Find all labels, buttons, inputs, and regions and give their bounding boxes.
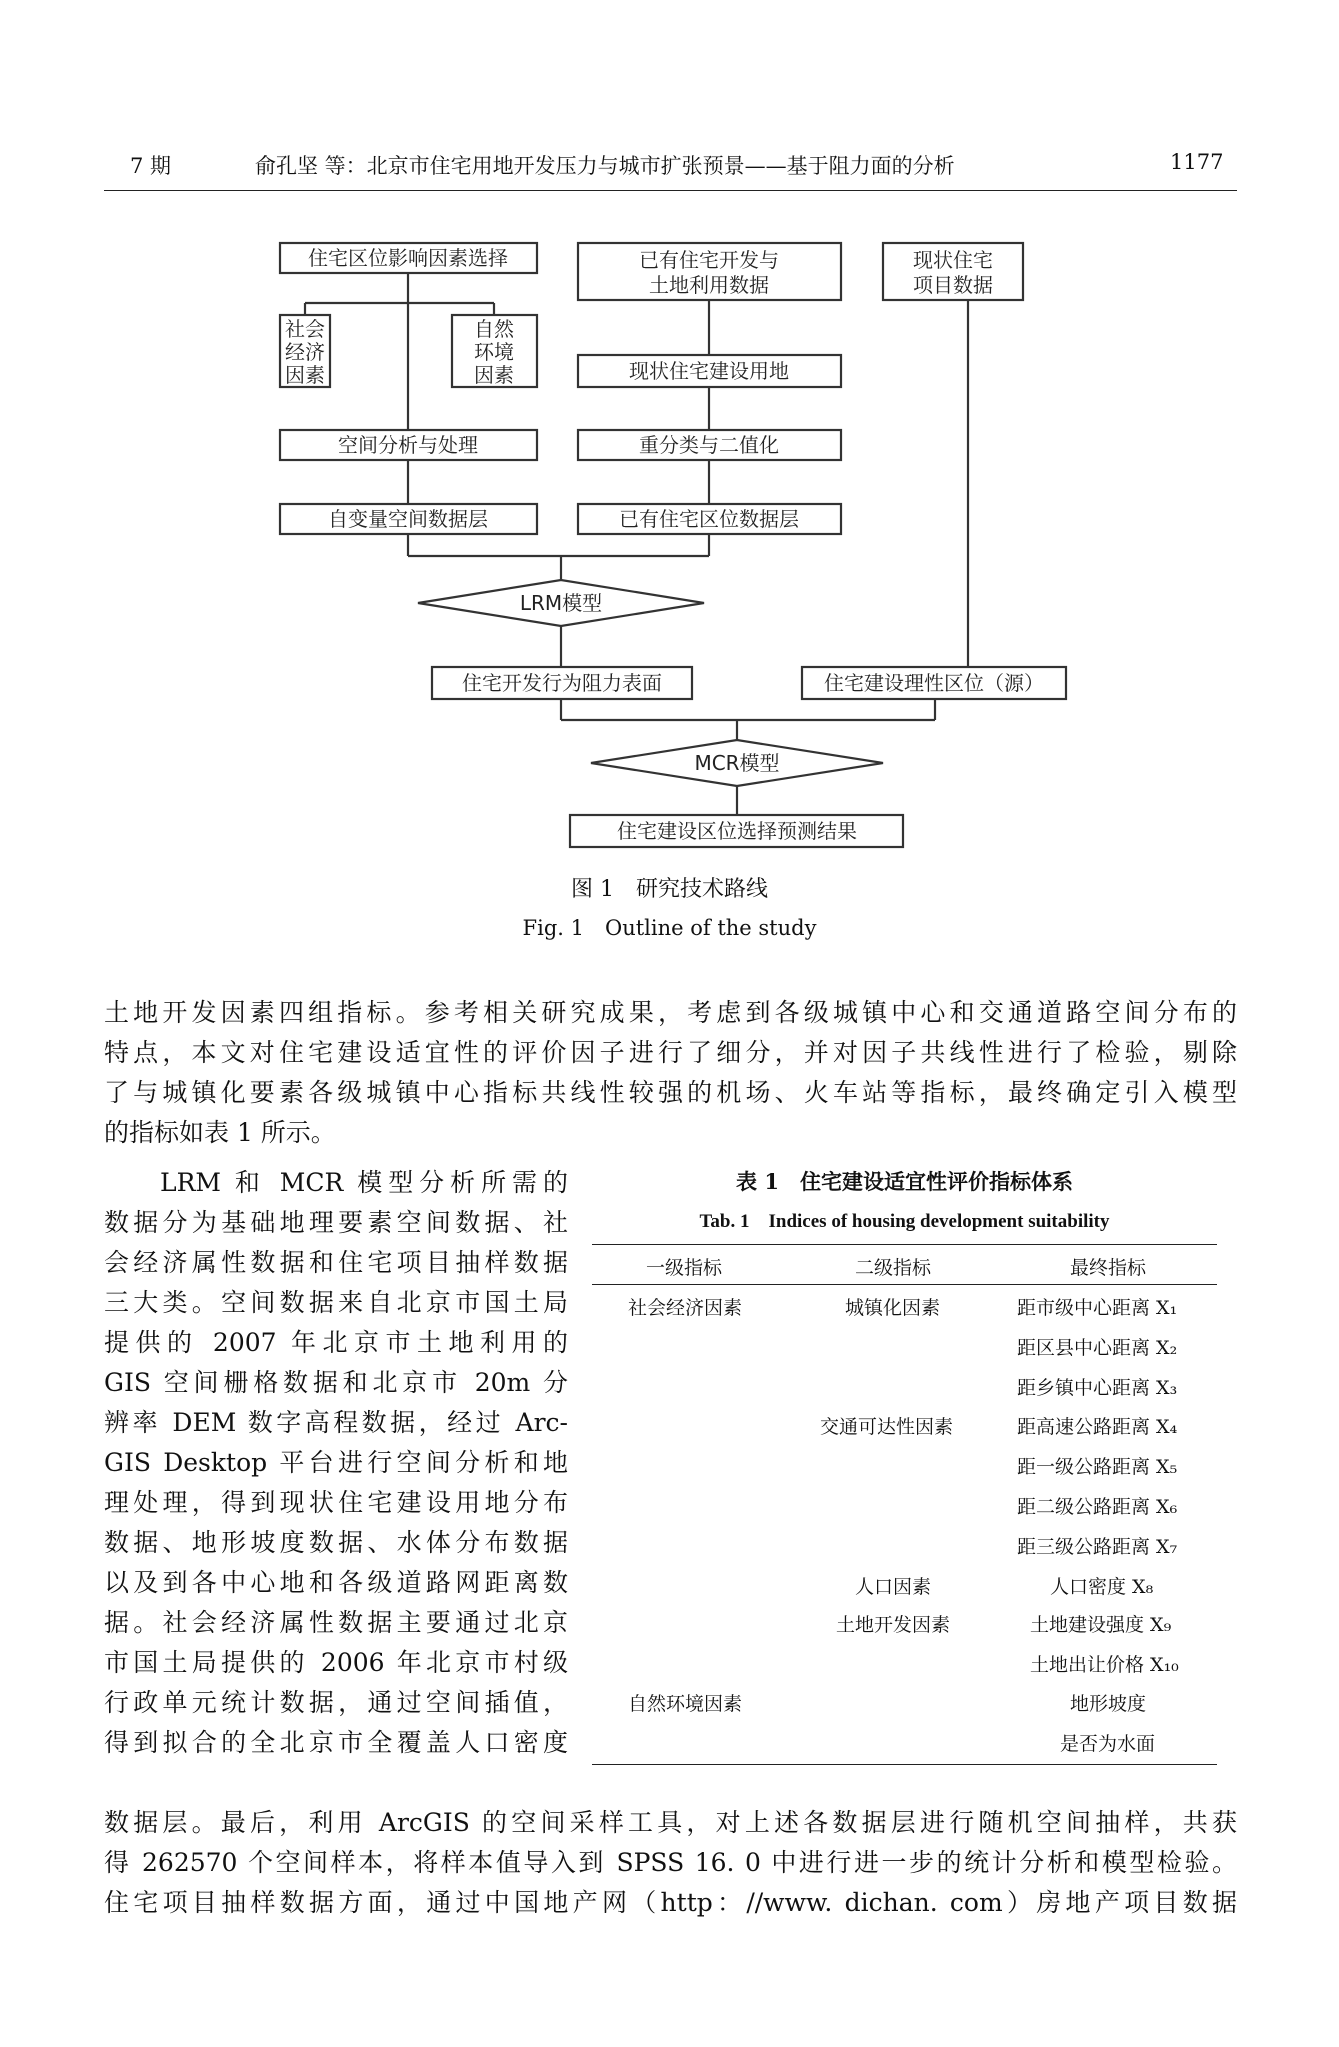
table-cell-final: 人口密度 X₈ [1050,1576,1154,1598]
text-line: 得到拟合的全北京市全覆盖人口密度 [104,1728,568,1757]
table-cell-final: 距二级公路距离 X₆ [1017,1496,1178,1518]
text-line: GIS 空间栅格数据和北京市 20m 分 [104,1368,568,1397]
node-spatial-analysis: 空间分析与处理 [338,433,478,457]
table-cell-level2: 交通可达性因素 [820,1416,954,1438]
table-cell-level1: 社会经济因素 [628,1297,743,1319]
table-header-final: 最终指标 [1070,1257,1147,1279]
figure-caption-cn: 图 1 研究技术路线 [571,877,768,902]
text-line: 市国土局提供的 2006 年北京市村级 [104,1648,568,1677]
table-cell-final: 距高速公路距离 X₄ [1017,1416,1178,1438]
text-line: 会经济属性数据和住宅项目抽样数据 [104,1248,568,1277]
issue-number: 7 期 [130,154,172,178]
table-caption-en: Tab. 1 Indices of housing development suitability [699,1211,1110,1232]
table-cell-level2: 城镇化因素 [845,1297,941,1319]
node-factor-select: 住宅区位影响因素选择 [308,246,508,270]
table-header-level2: 二级指标 [855,1257,932,1279]
text-line: 住宅项目抽样数据方面，通过中国地产网（http：//www. dichan. com）房地产项目数据 [104,1888,1237,1917]
node-project-line1: 现状住宅 [913,248,993,272]
table-cell-final: 地形坡度 [1070,1693,1147,1715]
text-line: 土地开发因素四组指标。参考相关研究成果，考虑到各级城镇中心和交通道路空间分布的 [104,998,1237,1027]
text-line: LRM 和 MCR 模型分析所需的 [160,1168,568,1197]
text-line: 得 262570 个空间样本，将样本值导入到 SPSS 16. 0 中进行进一步的统计分析和模型检验。 [104,1848,1237,1877]
table-cell-final: 距三级公路距离 X₇ [1017,1536,1178,1558]
table-caption-cn: 表 1 住宅建设适宜性评价指标体系 [736,1169,1073,1194]
table-cell-level2: 人口因素 [855,1576,932,1598]
node-natural-line2: 环境 [474,340,514,364]
table-top-rule [592,1244,1217,1245]
text-line: 数据层。最后，利用 ArcGIS 的空间采样工具，对上述各数据层进行随机空间抽样，共获 [104,1808,1237,1837]
table-bottom-rule [592,1764,1217,1765]
table-header-rule [592,1284,1217,1285]
node-existing-layer: 已有住宅区位数据层 [619,507,799,531]
node-existing-line1: 已有住宅开发与 [639,248,779,272]
text-line: GIS Desktop 平台进行空间分析和地 [104,1448,568,1477]
text-line: 了与城镇化要素各级城镇中心指标共线性较强的机场、火车站等指标，最终确定引入模型 [104,1078,1237,1107]
node-socio-line3: 因素 [285,363,325,387]
node-indep-layer: 自变量空间数据层 [328,507,488,531]
node-reclass: 重分类与二值化 [639,433,779,457]
running-title: 俞孔坚 等：北京市住宅用地开发压力与城市扩张预景——基于阻力面的分析 [255,154,955,178]
page-number: 1177 [1170,150,1224,174]
table-cell-level2: 土地开发因素 [836,1614,951,1636]
text-line: 三大类。空间数据来自北京市国土局 [104,1288,568,1317]
text-line: 理处理，得到现状住宅建设用地分布 [104,1488,568,1517]
flowchart [0,230,1339,1100]
table-cell-final: 土地建设强度 X₉ [1030,1614,1172,1636]
node-current-land: 现状住宅建设用地 [629,359,789,383]
node-source: 住宅建设理性区位（源） [824,671,1044,695]
node-resistance: 住宅开发行为阻力表面 [462,671,662,695]
node-lrm: LRM模型 [519,591,603,615]
text-line: 的指标如表 1 所示。 [104,1118,336,1147]
node-natural-line1: 自然 [474,317,514,341]
table-cell-final: 距一级公路距离 X₅ [1017,1456,1178,1478]
paragraph-1 [104,993,1237,1153]
table-cell-level1: 自然环境因素 [628,1693,743,1715]
text-line: 辨率 DEM 数字高程数据，经过 Arc- [104,1408,568,1437]
paragraph-2 [104,1163,568,1763]
table-cell-final: 是否为水面 [1060,1733,1156,1755]
table-cell-final: 土地出让价格 X₁₀ [1030,1654,1179,1676]
node-project-line2: 项目数据 [913,273,993,297]
node-socio-line1: 社会 [285,317,325,341]
text-line: 据。社会经济属性数据主要通过北京 [104,1608,568,1637]
paragraph-3 [104,1803,1237,1923]
table-header-level1: 一级指标 [646,1257,723,1279]
node-socio-line2: 经济 [285,340,325,364]
node-existing-line2: 土地利用数据 [649,273,769,297]
node-natural-line3: 因素 [474,363,514,387]
header-rule [104,190,1237,191]
text-line: 提供的 2007 年北京市土地利用的 [104,1328,568,1357]
text-line: 行政单元统计数据，通过空间插值， [104,1688,568,1717]
figure-caption-en: Fig. 1 Outline of the study [522,916,817,940]
text-line: 以及到各中心地和各级道路网距离数 [104,1568,568,1597]
text-line: 特点，本文对住宅建设适宜性的评价因子进行了细分，并对因子共线性进行了检验，剔除 [104,1038,1237,1067]
node-mcr: MCR模型 [694,751,780,775]
node-result: 住宅建设区位选择预测结果 [617,819,857,843]
table-cell-final: 距市级中心距离 X₁ [1017,1297,1178,1319]
table-cell-final: 距区县中心距离 X₂ [1017,1337,1178,1359]
text-line: 数据、地形坡度数据、水体分布数据 [104,1528,568,1557]
table-cell-final: 距乡镇中心距离 X₃ [1017,1377,1178,1399]
text-line: 数据分为基础地理要素空间数据、社 [104,1208,568,1237]
